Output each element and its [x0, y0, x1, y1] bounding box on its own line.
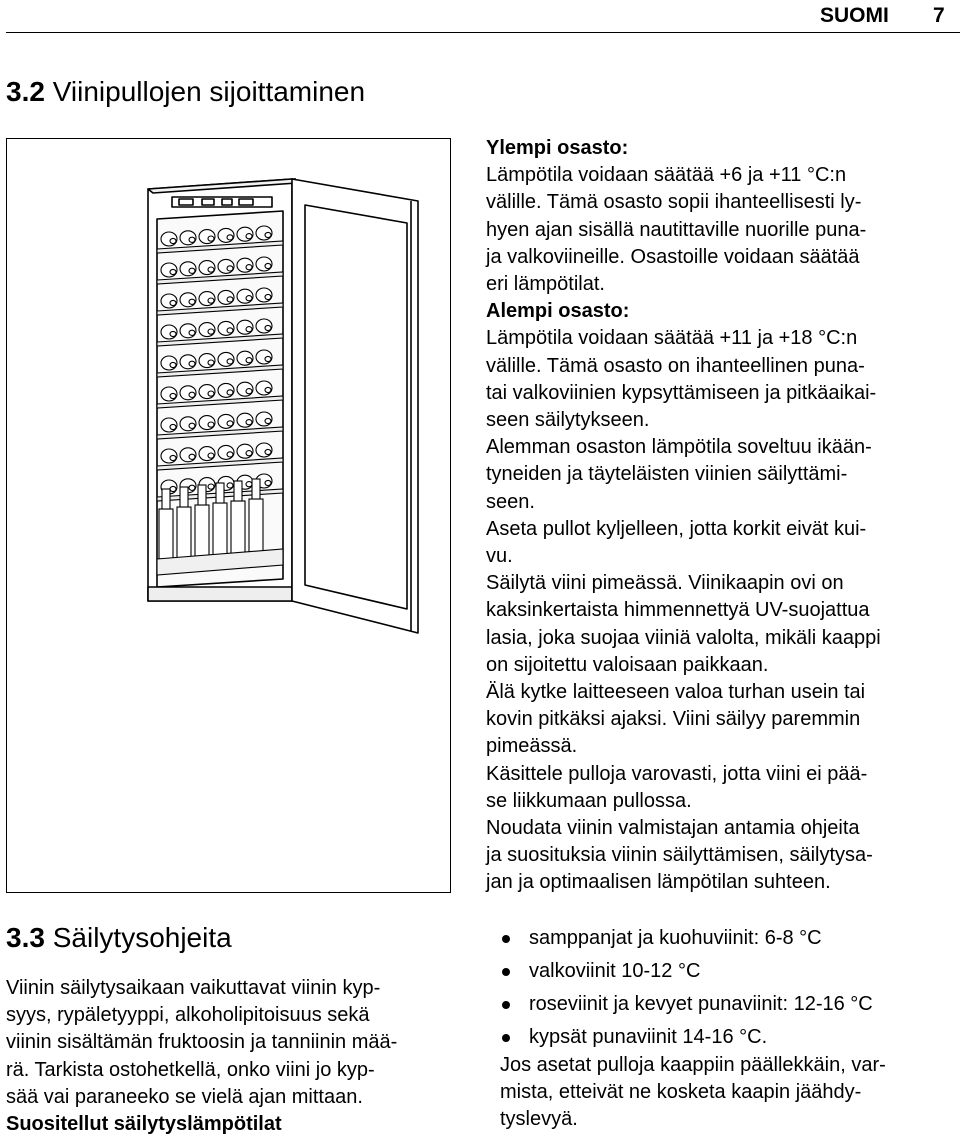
lower-compartment-text [486, 325, 936, 434]
text-line: seen säilytykseen. [486, 409, 650, 432]
bottle-neck [189, 454, 195, 459]
bottle-neck [246, 265, 252, 270]
bottle-neck [246, 234, 252, 239]
text-line: kovin pitkäksi ajaksi. Viini säilyy paremmin [486, 708, 861, 731]
bottle-neck [170, 269, 176, 274]
bottle-neck [208, 360, 214, 365]
bottle-neck [208, 329, 214, 334]
bottle-neck [170, 362, 176, 367]
section-title-text: Säilytysohjeita [52, 922, 232, 953]
stacking-note [500, 1052, 950, 1134]
bottle-neck [189, 330, 195, 335]
temperature-list [500, 922, 950, 1054]
light-paragraph [486, 679, 936, 761]
text-line: syys, rypäletyyppi, alkoholipitoisuus sekä [6, 1004, 370, 1027]
upper-compartment-text [486, 162, 936, 298]
text-line: eri lämpötilat. [486, 273, 605, 296]
text-line: pimeässä. [486, 735, 578, 758]
bottle-neck [170, 300, 176, 305]
bottle-neck [189, 423, 195, 428]
bottle-neck [208, 422, 214, 427]
text-line: Lämpötila voidaan säätää +6 ja +11 °C:n [486, 164, 847, 187]
bottle-neck [170, 331, 176, 336]
bottle-neck [208, 484, 214, 489]
bottle-neck [208, 453, 214, 458]
text-line: Noudata viinin valmistajan antamia ohjeita [486, 817, 860, 840]
text-line: seen. [486, 490, 535, 513]
bottle-neck [189, 392, 195, 397]
darkness-paragraph [486, 570, 936, 679]
bottle-neck [265, 356, 271, 361]
bottle-neck [227, 483, 233, 488]
wine-cabinet-illustration [7, 139, 450, 891]
list-item: kypsät punaviinit 14-16 °C. [500, 1021, 950, 1054]
upper-compartment-heading: Ylempi osasto: [486, 137, 629, 159]
text-line: tai valkoviinien kypsyttämiseen ja pitkäaikai- [486, 381, 877, 404]
list-item: roseviinit ja kevyet punaviinit: 12-16 °C [500, 988, 950, 1021]
bottle-neck [189, 237, 195, 242]
text-line: lasia, joka suojaa viiniä valolta, mikäli kaappi [486, 626, 881, 649]
bottle-neck [170, 455, 176, 460]
bottle-neck [246, 327, 252, 332]
header-rule [6, 32, 960, 33]
aging-paragraph [486, 434, 936, 516]
text-line: tyslevyä. [500, 1108, 578, 1131]
text-line: Älä kytke laitteeseen valoa turhan usein tai [486, 681, 866, 704]
text-line: ja valkoviineille. Osastoille voidaan säätää [486, 245, 860, 268]
storage-instructions-text [6, 975, 456, 1138]
section-number: 3.3 [6, 922, 45, 953]
section-title-3-3 [6, 922, 232, 954]
bottle-neck [189, 268, 195, 273]
handling-paragraph [486, 761, 936, 815]
text-line: Säilytä viini pimeässä. Viinikaapin ovi on [486, 572, 844, 595]
bottle-neck [227, 328, 233, 333]
text-line: viinin sisältämän fruktoosin ja tanniinin mää- [6, 1031, 398, 1054]
text-line: vu. [486, 545, 513, 568]
text-line: Käsittele pulloja varovasti, jotta viini ei pää- [486, 762, 868, 785]
header-language: SUOMI [820, 4, 889, 27]
text-line: välille. Tämä osasto sopii ihanteellisesti ly- [486, 191, 862, 214]
intro-paragraph [6, 975, 456, 1111]
bottle-neck [189, 485, 195, 490]
text-line: hyen ajan sisällä nautittaville nuorille puna- [486, 218, 867, 241]
bottle-neck [189, 361, 195, 366]
bottle-neck [265, 387, 271, 392]
bottle-neck [265, 294, 271, 299]
bottle-neck [208, 391, 214, 396]
bottle-neck [227, 452, 233, 457]
bottle-neck [265, 232, 271, 237]
text-line: välille. Tämä osasto on ihanteellinen puna- [486, 354, 865, 377]
bottle-neck [227, 359, 233, 364]
page-number: 7 [933, 4, 945, 27]
list-item: valkoviinit 10-12 °C [500, 955, 950, 988]
text-line: rä. Tarkista ostohetkellä, onko viini jo kyp- [6, 1058, 375, 1081]
bottle-neck [208, 236, 214, 241]
text-line: Alemman osaston lämpötila soveltuu ikään- [486, 436, 872, 459]
bottle-neck [227, 235, 233, 240]
text-line: kaksinkertaista himmennettyä UV-suojattua [486, 599, 870, 622]
bottle-neck [208, 267, 214, 272]
bottle-neck [246, 358, 252, 363]
recommended-temperatures-heading: Suositellut säilytyslämpötilat [6, 1113, 282, 1136]
text-line: Aseta pullot kyljelleen, jotta korkit eivät kui- [486, 517, 867, 540]
bottle-neck [265, 449, 271, 454]
section-title-text: Viinipullojen sijoittaminen [52, 76, 366, 107]
bottle-neck [246, 420, 252, 425]
bottle-neck [189, 299, 195, 304]
bottle-neck [170, 238, 176, 243]
text-line: mista, etteivät ne kosketa kaapin jäähdy- [500, 1081, 862, 1104]
bottle-neck [265, 418, 271, 423]
lower-compartment-heading: Alempi osasto: [486, 300, 630, 323]
bottle-neck [227, 266, 233, 271]
bottle-neck [227, 390, 233, 395]
text-line: Viinin säilytysaikaan vaikuttavat viinin kyp- [6, 977, 381, 999]
text-line: on sijoitettu valoisaan paikkaan. [486, 653, 769, 676]
page-header [0, 0, 960, 33]
text-line: Jos asetat pulloja kaappiin päällekkäin, var- [500, 1054, 886, 1076]
wine-cabinet-figure [6, 138, 451, 893]
bottle-neck [170, 424, 176, 429]
list-item: samppanjat ja kuohuviinit: 6-8 °C [500, 922, 950, 955]
text-line: Lämpötila voidaan säätää +11 ja +18 °C:n [486, 327, 858, 350]
bottle-neck [265, 263, 271, 268]
section-number: 3.2 [6, 76, 45, 107]
section-title-3-2 [6, 76, 365, 108]
manufacturer-paragraph [486, 815, 936, 897]
bottle-neck [227, 297, 233, 302]
bottle-neck [265, 480, 271, 485]
text-line: tyneiden ja täyteläisten viinien säilyttämi- [486, 463, 848, 486]
bottle-neck [246, 482, 252, 487]
text-line: sää vai paraneeko se vielä ajan mittaan. [6, 1085, 363, 1108]
storage-compartments-text [486, 135, 936, 897]
bottle-neck [246, 451, 252, 456]
bottle-neck [265, 325, 271, 330]
sideways-paragraph [486, 516, 936, 570]
text-line: ja suosituksia viinin säilyttämisen, säilytysa- [486, 844, 873, 867]
bottle-neck [170, 486, 176, 491]
bottle-neck [227, 421, 233, 426]
text-line: se liikkumaan pullossa. [486, 789, 692, 812]
bottle-neck [246, 296, 252, 301]
bottle-neck [246, 389, 252, 394]
bottle-neck [170, 393, 176, 398]
text-line: jan ja optimaalisen lämpötilan suhteen. [486, 871, 831, 894]
bottle-neck [208, 298, 214, 303]
